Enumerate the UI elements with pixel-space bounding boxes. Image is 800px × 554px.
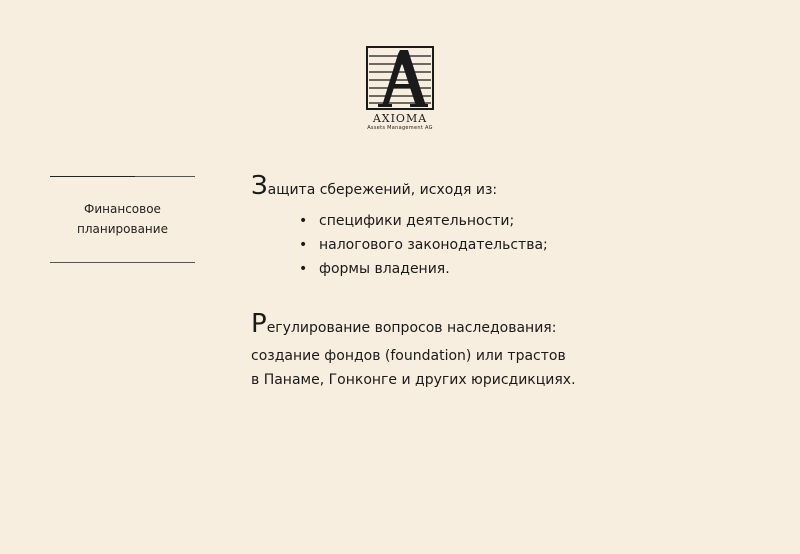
logo-subtitle: Assets Management AG [367, 125, 433, 131]
sidebar [50, 176, 195, 263]
divider-top [50, 176, 195, 177]
sidebar-label-line2: планирование [77, 222, 168, 236]
paragraph-line1: создание фондов (foundation) или трастов [251, 348, 566, 364]
list-item: • формы владения. [299, 257, 771, 281]
sidebar-label [50, 199, 195, 239]
list-item: • налогового законодательства; [299, 233, 771, 257]
paragraph-line2: в Панаме, Гонконге и других юрисдикциях. [251, 372, 576, 388]
heading-initial: Р [251, 309, 267, 339]
heading-initial: З [251, 171, 268, 201]
section-heading-inheritance [251, 309, 771, 343]
heading-text: егулирование вопросов наследования: [266, 320, 557, 336]
heading-text: ащита сбережений, исходя из: [267, 182, 498, 198]
section-heading-protection [251, 171, 771, 205]
axioma-logo-icon [366, 46, 434, 110]
list-item: • специфики деятельности; [299, 209, 771, 233]
bullet-list [251, 209, 771, 281]
divider-bottom [50, 262, 195, 263]
main-content [251, 171, 771, 391]
logo [364, 46, 436, 132]
sidebar-label-line1: Финансовое [84, 202, 161, 216]
logo-wordmark: AXIOMA [372, 112, 428, 125]
